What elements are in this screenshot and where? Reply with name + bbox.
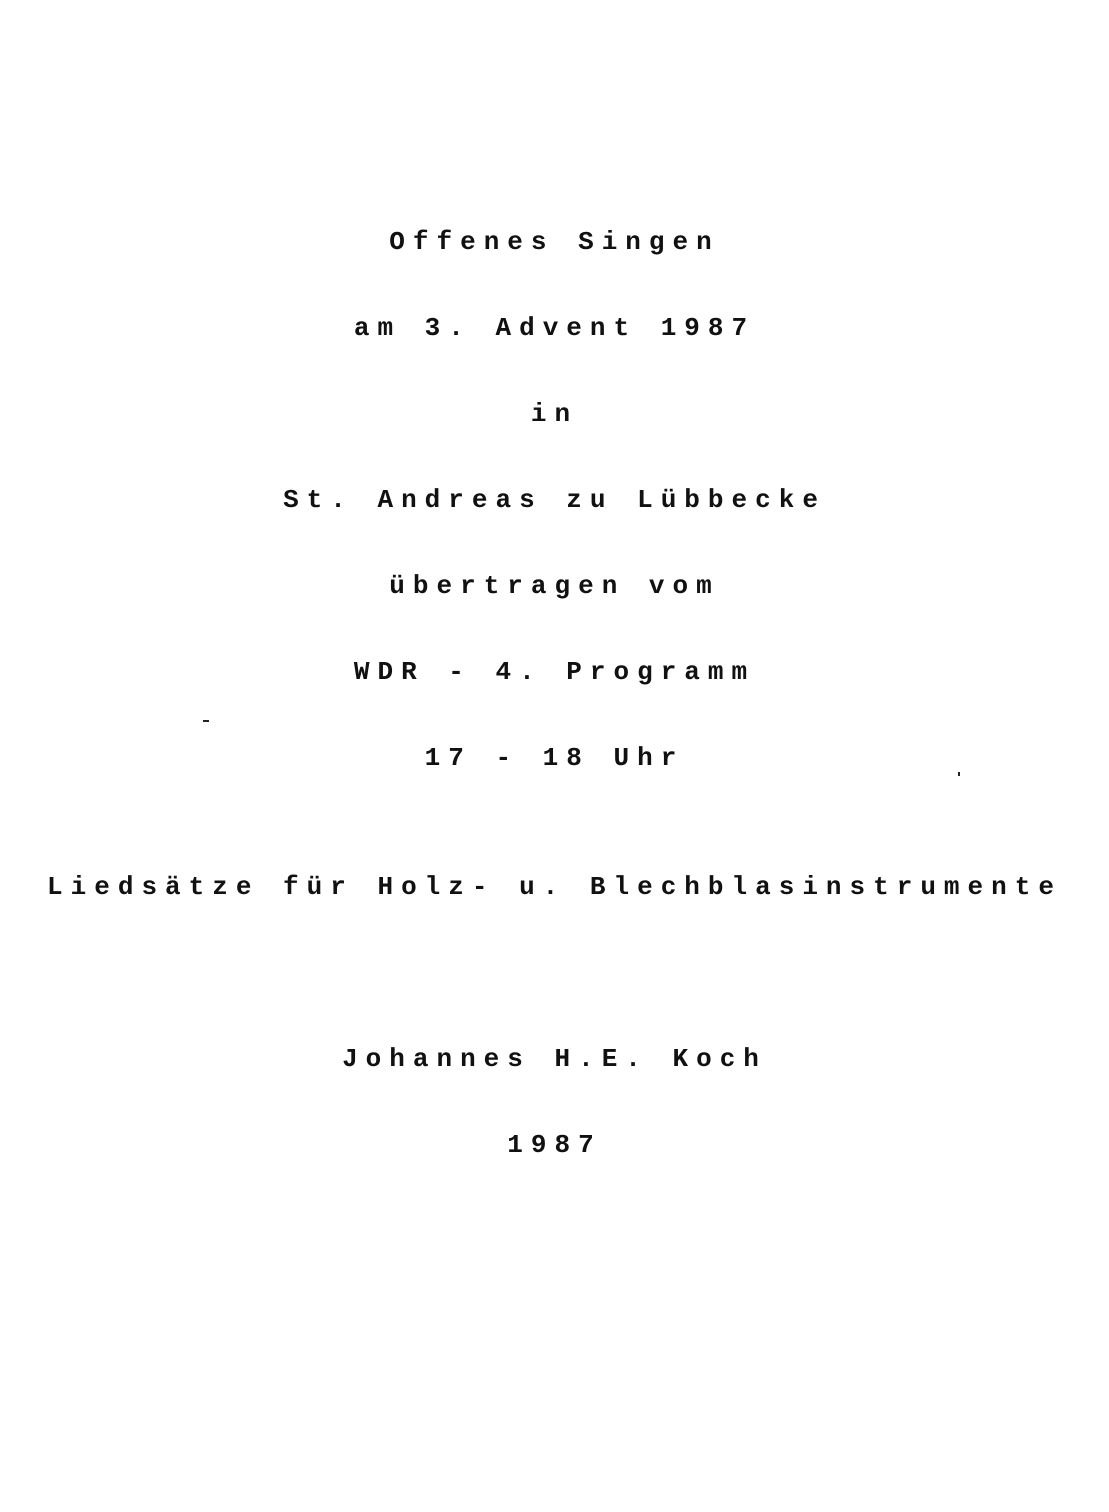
- broadcast-intro-line: übertragen vom: [389, 571, 720, 601]
- scan-speck: [203, 720, 209, 722]
- description-line: Liedsätze für Holz- u. Blechblasinstrumente: [47, 872, 1062, 902]
- time-line: 17 - 18 Uhr: [424, 743, 685, 773]
- year-line: 1987: [507, 1130, 602, 1160]
- document-title: Offenes Singen: [389, 227, 720, 257]
- author-line: Johannes H.E. Koch: [342, 1044, 767, 1074]
- date-line: am 3. Advent 1987: [353, 313, 756, 343]
- preposition-line: in: [530, 399, 579, 429]
- scan-speck: [958, 772, 960, 776]
- broadcaster-line: WDR - 4. Programm: [353, 657, 756, 687]
- location-line: St. Andreas zu Lübbecke: [283, 485, 826, 515]
